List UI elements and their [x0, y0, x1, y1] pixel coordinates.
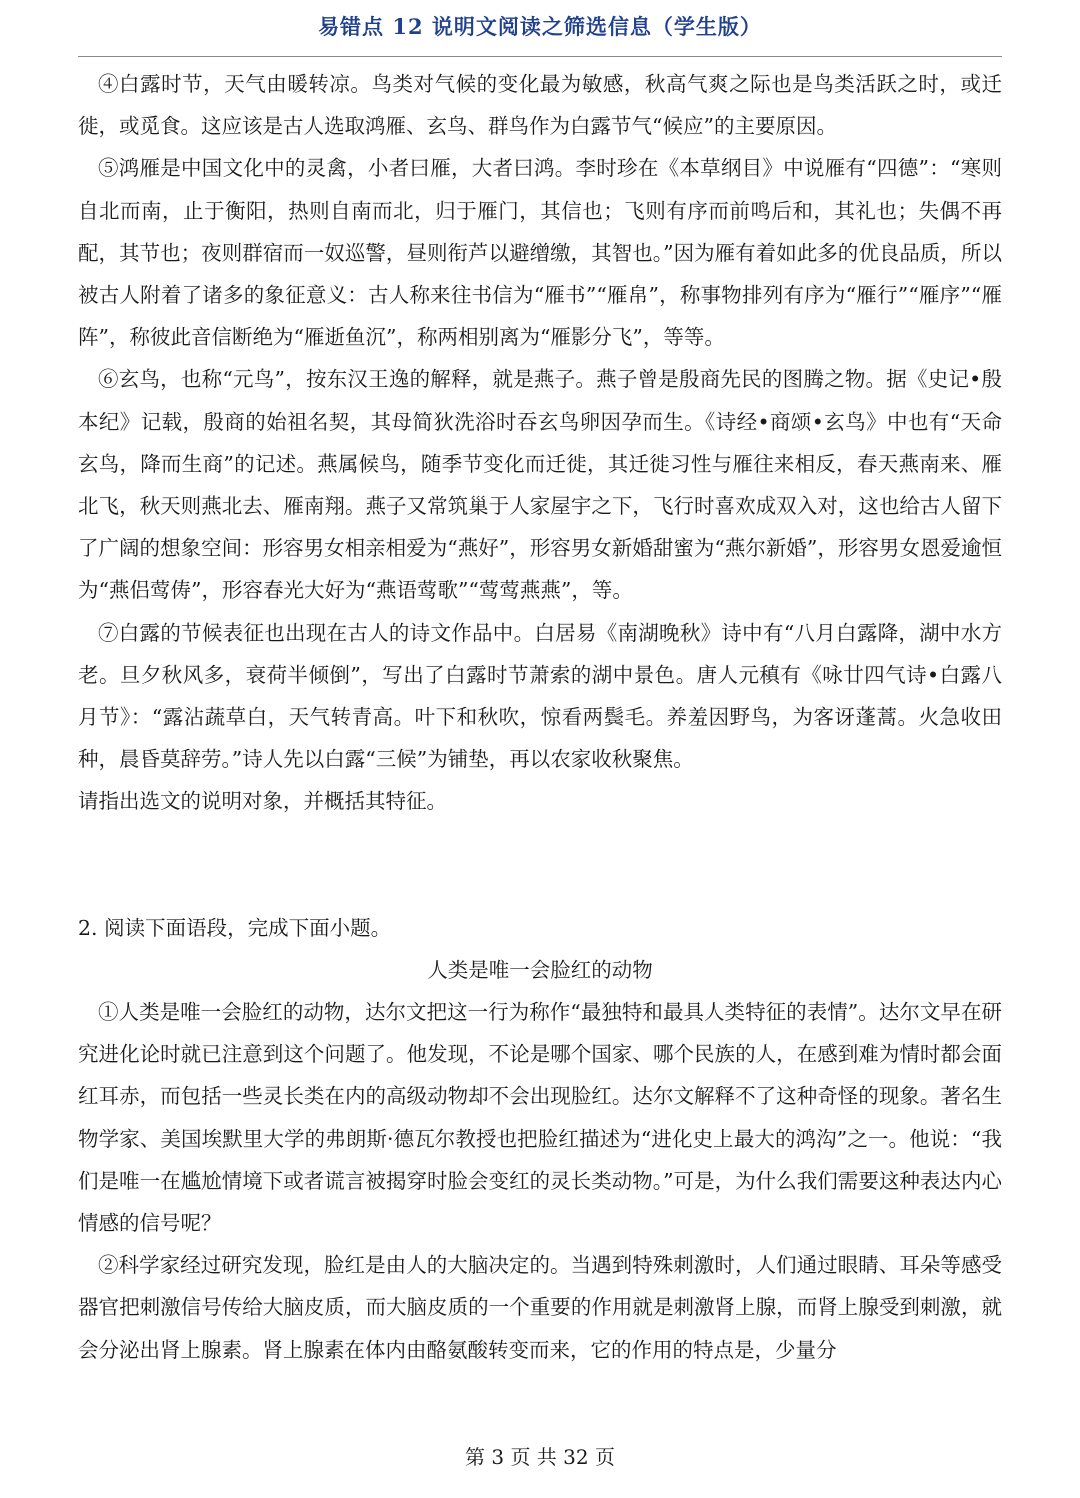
paragraph-7: ⑦白露的节候表征也出现在古人的诗文作品中。白居易《南湖晚秋》诗中有“八月白露降，湖中水方老。旦夕秋风多，衰荷半倾倒”，写出了白露时节萧索的湖中景色。唐人元稹有《咏廿四气诗•白露八月节》：“露沾蔬草白，天气转青高。叶下和秋吹，惊看两鬓毛。养羞因野鸟，为客讶蓬蒿。火急收田种，晨昏莫辞劳。”诗人先以白露“三候”为铺垫，再以农家收秋聚焦。 [78, 620, 1002, 772]
paragraph-6: ⑥玄鸟，也称“元鸟”，按东汉王逸的解释，就是燕子。燕子曾是殷商先民的图腾之物。据《史记•殷本纪》记载，殷商的始祖名契，其母简狄洗浴时吞玄鸟卵因孕而生。《诗经•商颂•玄鸟》中也有“天命玄鸟，降而生商”的记述。燕属候鸟，随季节变化而迁徙，其迁徙习性与雁往来相反，春天燕南来、雁北飞，秋天则燕北去、雁南翔。燕子又常筑巢于人家屋宇之下，飞行时喜欢成双入对，这也给古人留下了广阔的想象空间：形容男女相亲相爱为“燕好”，形容男女新婚甜蜜为“燕尔新婚”，形容男女恩爱逾恒为“燕侣莺俦”，形容春光大好为“燕语莺歌”“莺莺燕燕”，等。 [78, 367, 1002, 603]
page-header-title: 易错点 12 说明文阅读之筛选信息（学生版） [318, 14, 762, 39]
paragraph-4: ④白露时节，天气由暖转凉。鸟类对气候的变化最为敏感，秋高气爽之际也是鸟类活跃之时，或迁徙，或觅食。这应该是古人选取鸿雁、玄鸟、群鸟作为白露节气“候应”的主要原因。 [78, 72, 1002, 139]
answer-space [78, 823, 1002, 907]
page-number: 第 3 页 共 32 页 [465, 1445, 615, 1469]
header-divider [78, 56, 1002, 57]
paragraph-5: ⑤鸿雁是中国文化中的灵禽，小者曰雁，大者曰鸿。李时珍在《本草纲目》中说雁有“四德”：“寒则自北而南，止于衡阳，热则自南而北，归于雁门，其信也；飞则有序而前鸣后和，其礼也；失偶不再配，其节也；夜则群宿而一奴巡警，昼则衔芦以避缯缴，其智也。”因为雁有着如此多的优良品质，所以被古人附着了诸多的象征意义：古人称来往书信为“雁书”“雁帛”，称事物排列有序为“雁行”“雁序”“雁阵”，称彼此音信断绝为“雁逝鱼沉”，称两相别离为“雁影分飞”，等等。 [78, 156, 1002, 350]
document-body [78, 63, 1002, 1371]
question-1-prompt: 请指出选文的说明对象，并概括其特征。 [78, 789, 447, 814]
paragraph-1: ①人类是唯一会脸红的动物，达尔文把这一行为称作“最独特和最具人类特征的表情”。达尔文早在研究进化论时就已注意到这个问题了。他发现，不论是哪个国家、哪个民族的人，在感到难为情时都会面红耳赤，而包括一些灵长类在内的高级动物却不会出现脸红。达尔文解释不了这种奇怪的现象。著名生物学家、美国埃默里大学的弗朗斯·德瓦尔教授也把脸红描述为“进化史上最大的鸿沟”之一。他说：“我们是唯一在尴尬情境下或者谎言被揭穿时脸会变红的灵长类动物。”可是，为什么我们需要这种表达内心情感的信号呢？ [78, 1000, 1002, 1236]
question-2-prompt: 2. 阅读下面语段，完成下面小题。 [78, 915, 392, 940]
passage-title: 人类是唯一会脸红的动物 [427, 957, 653, 982]
paragraph-2: ②科学家经过研究发现，脸红是由人的大脑决定的。当遇到特殊刺激时，人们通过眼睛、耳朵等感受器官把刺激信号传给大脑皮质，而大脑皮质的一个重要的作用就是刺激肾上腺，而肾上腺受到刺激，就会分泌出肾上腺素。肾上腺素在体内由酪氨酸转变而来，它的作用的特点是，少量分 [78, 1253, 1002, 1362]
